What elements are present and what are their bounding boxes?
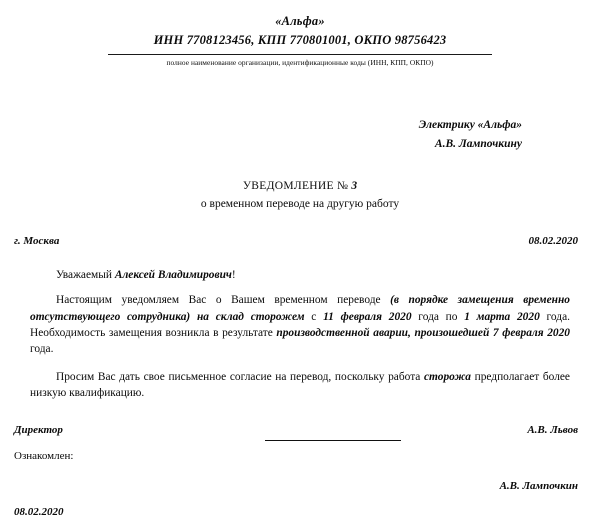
p1-emphasis-1: (в порядке замещения временно отсутствующего сотрудника) на склад сторожем	[30, 294, 570, 323]
signature-line	[265, 440, 401, 441]
document-subtitle: о временном переводе на другую работу	[200, 197, 400, 210]
director-title: Директор	[14, 423, 63, 436]
header-divider	[108, 54, 492, 55]
acknowledgment-label: Ознакомлен:	[14, 449, 74, 462]
p1-emphasis-start-date: 11 февраля 2020	[323, 310, 412, 323]
director-signature-row	[0, 424, 600, 436]
paragraph-consent-request	[30, 369, 570, 401]
p1-text-2: с	[304, 310, 324, 323]
document-number: 3	[351, 179, 358, 192]
paragraph-transfer-notice	[30, 292, 570, 357]
p1-text-5: года.	[30, 342, 54, 355]
addressee-block	[0, 116, 600, 154]
document-header	[0, 0, 600, 68]
document-title: УВЕДОМЛЕНИЕ №	[242, 179, 352, 192]
p1-text-1: Настоящим уведомляем Вас о Вашем временном переводе	[56, 294, 391, 307]
addressee-name: А.В. Лампочкину	[434, 137, 522, 150]
director-name: А.В. Львов	[527, 423, 578, 436]
greeting-line	[30, 267, 570, 283]
document-title-block	[0, 178, 600, 214]
greeting-name: Алексей Владимирович	[114, 269, 232, 282]
document-body	[0, 267, 600, 401]
p2-emphasis-role: сторожа	[424, 371, 471, 384]
p1-text-4: года. Необходимость замещения возникла в результате	[30, 310, 570, 339]
organization-name: «Альфа»	[275, 14, 325, 28]
greeting-suffix: !	[231, 269, 236, 282]
city-label: г. Москва	[14, 235, 60, 248]
organization-codes: ИНН 7708123456, КПП 770801001, ОКПО 98756423	[153, 32, 447, 47]
footer-date: 08.02.2020	[14, 505, 64, 518]
p1-text-3: года по	[411, 310, 465, 323]
p2-text-1: Просим Вас дать свое письменное согласие на перевод, поскольку работа	[56, 371, 424, 384]
city-date-row	[0, 235, 600, 247]
document-date: 08.02.2020	[528, 235, 578, 248]
greeting-prefix: Уважаемый	[56, 269, 115, 282]
p1-emphasis-reason: производственной аварии, произошедшей 7 февраля 2020	[276, 326, 570, 339]
p2-text-2: предполагает более низкую квалификацию.	[30, 371, 570, 400]
addressee-position: Электрику «Альфа»	[418, 118, 522, 131]
p1-emphasis-end-date: 1 марта 2020	[464, 310, 540, 323]
header-caption: полное наименование организации, идентификационные коды (ИНН, КПП, ОКПО)	[166, 57, 434, 67]
acknowledgment-name: А.В. Лампочкин	[499, 479, 578, 492]
acknowledgment-row	[0, 450, 600, 492]
